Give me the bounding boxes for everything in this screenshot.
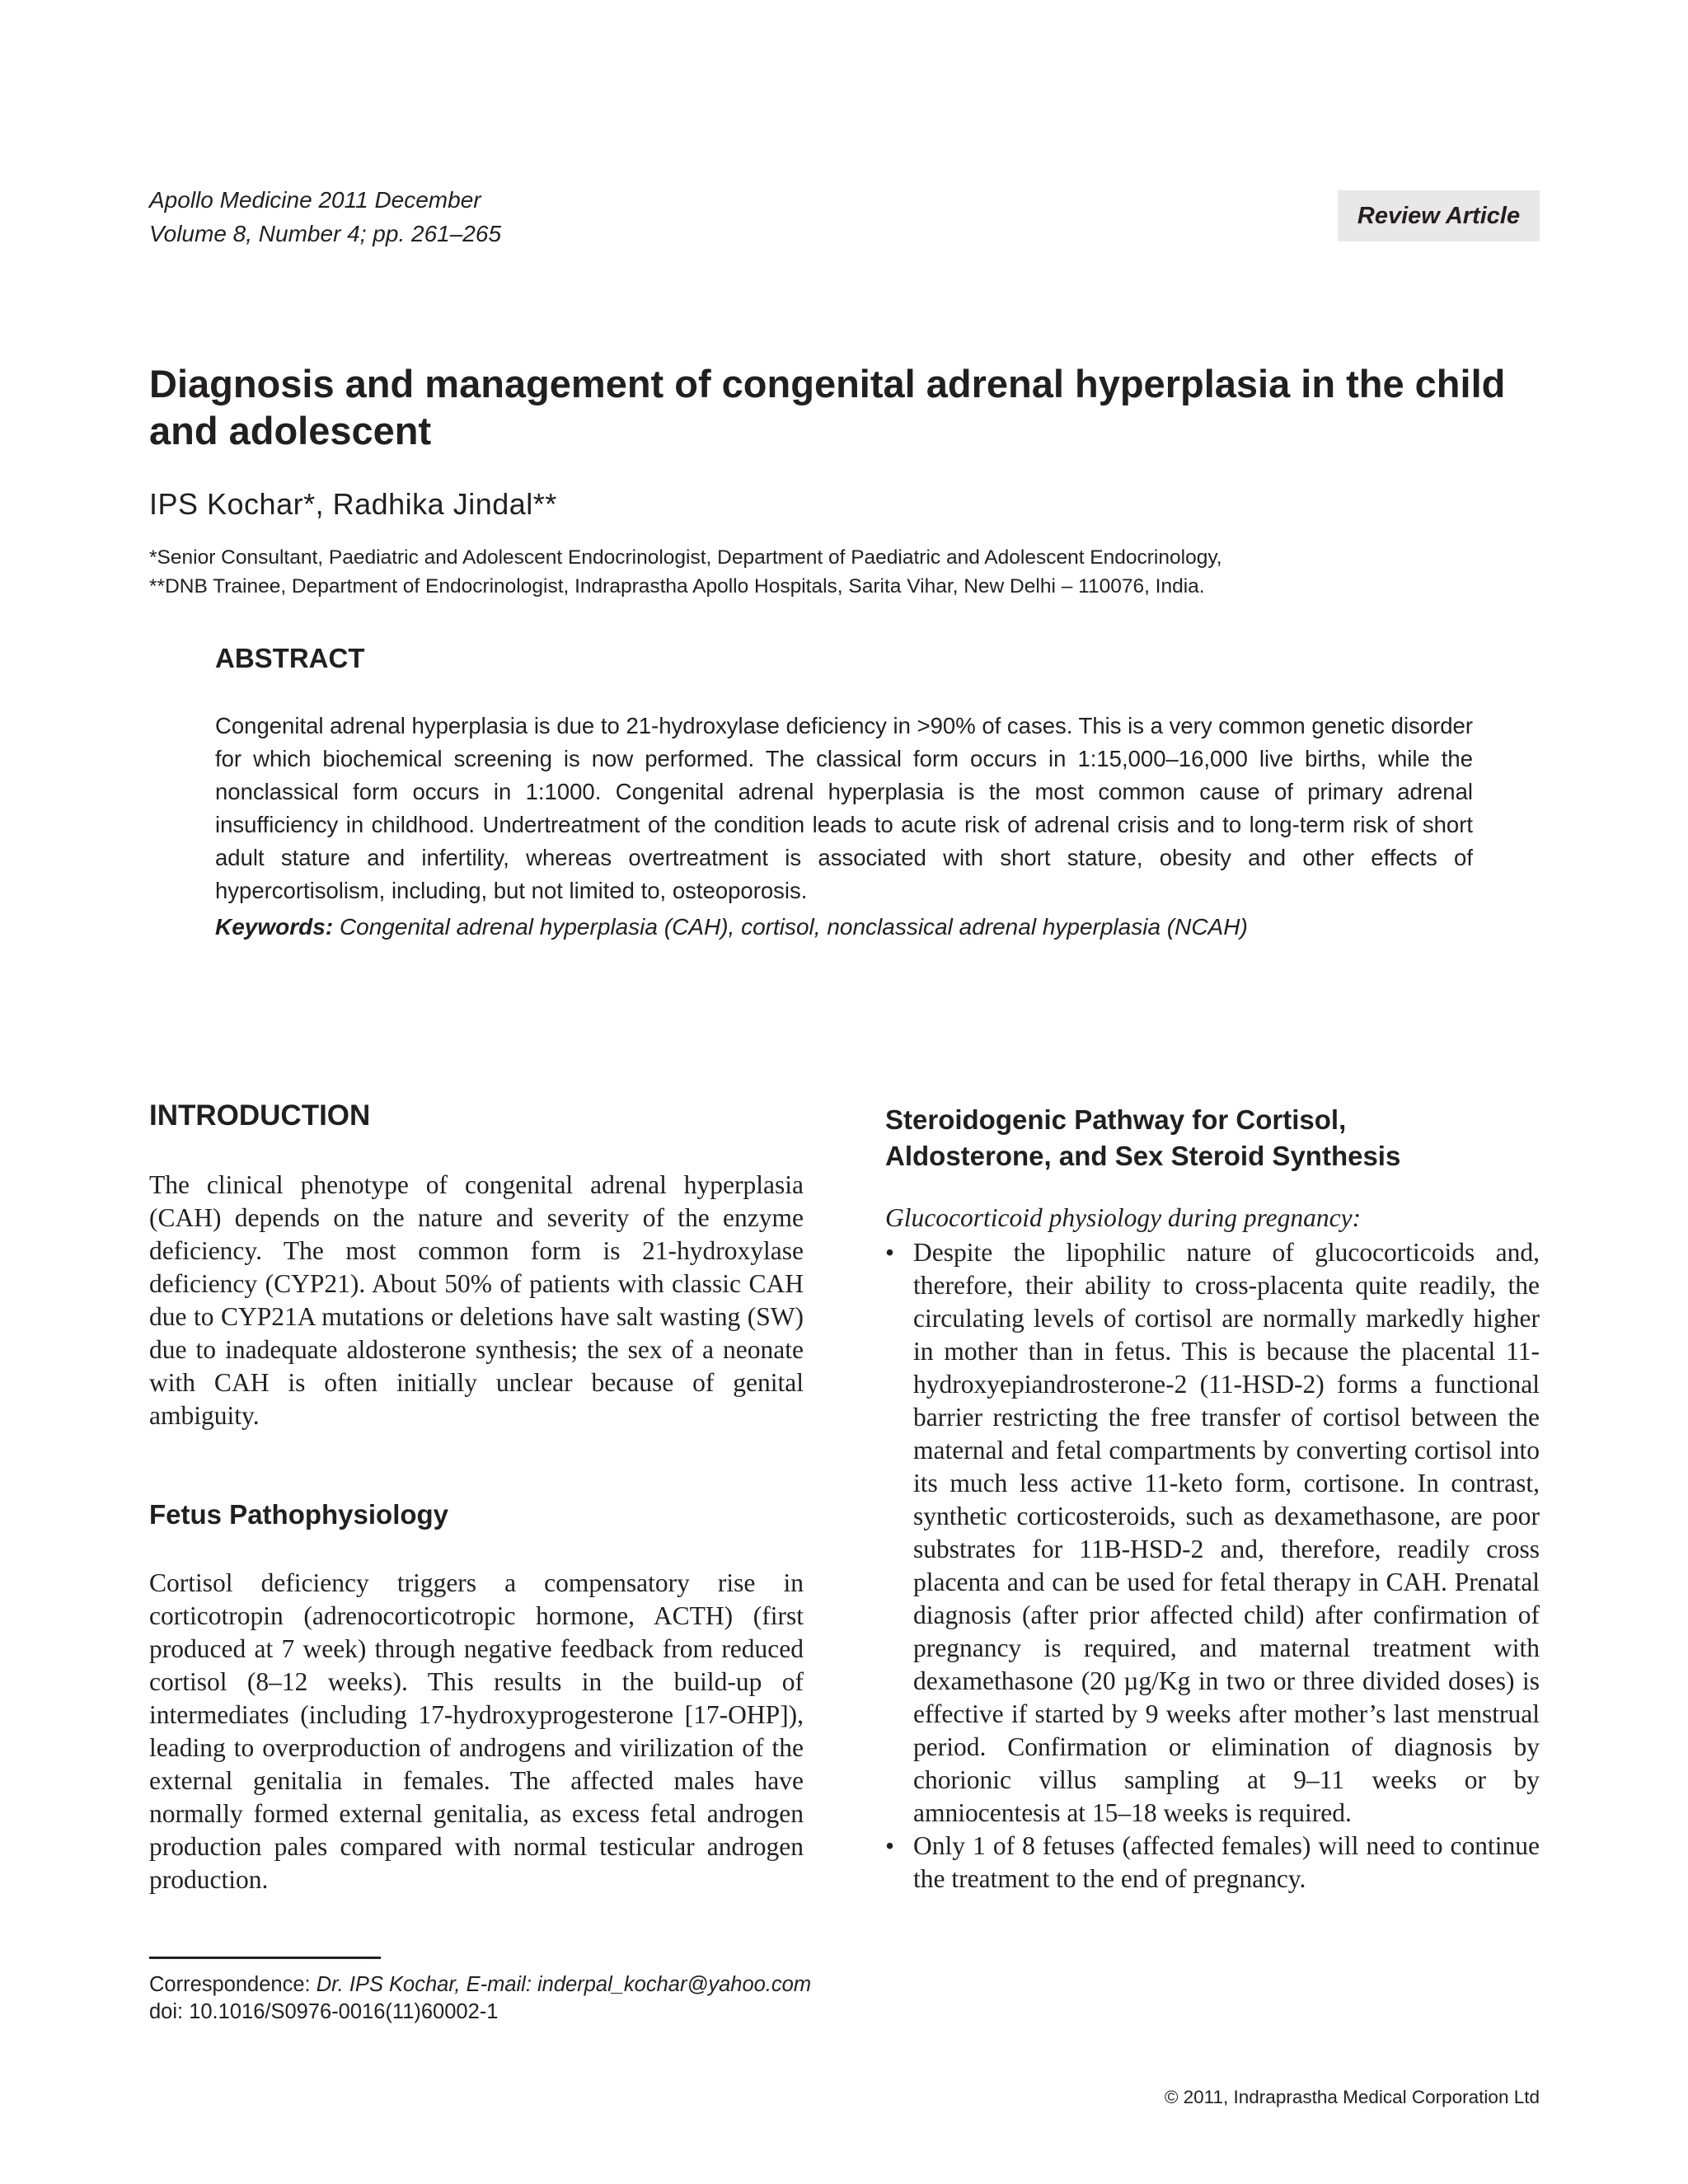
affiliation-1: *Senior Consultant, Paediatric and Adolescent Endocrinologist, Department of Paediatric and Adolescent Endocrinology,: [149, 546, 1222, 569]
bullet-marker: •: [885, 1831, 895, 1860]
affiliations: [149, 543, 1222, 601]
article-type-badge: Review Article: [1338, 190, 1540, 241]
list-item-text: Only 1 of 8 fetuses (affected females) will need to continue the treatment to the end of pregnancy.: [913, 1831, 1540, 1893]
introduction-text: The clinical phenotype of congenital adrenal hyperplasia (CAH) depends on the nature and severity of the enzyme deficiency. The most common form is 21-hydroxylase deficiency (CYP21). About 50% of patients with classic CAH due to CYP21A mutations or deletions have salt wasting (SW) due to inadequate aldosterone synthesis; the sex of a neonate with CAH is often initially unclear because of genital ambiguity.: [149, 1170, 804, 1430]
correspondence-contact: Dr. IPS Kochar, E-mail: inderpal_kochar@yahoo.com: [316, 1973, 812, 1996]
footnote-divider: [149, 1957, 381, 1959]
journal-volume: Volume 8, Number 4; pp. 261–265: [149, 221, 502, 246]
steroid-heading-line-1: Steroidogenic Pathway for Cortisol,: [885, 1104, 1347, 1135]
keywords-text: Congenital adrenal hyperplasia (CAH), cortisol, nonclassical adrenal hyperplasia (NCAH): [339, 914, 1248, 940]
journal-citation: [149, 183, 501, 251]
abstract-heading: ABSTRACT: [215, 643, 365, 673]
steroid-heading-line-2: Aldosterone, and Sex Steroid Synthesis: [885, 1141, 1401, 1171]
list-item-text: Despite the lipophilic nature of glucocorticoids and, therefore, their ability to cross-placenta quite readily, the circulating levels of cortisol are normally markedly higher in mother than in fetus. This is because the placental 11-hydroxyepiandrosterone-2 (11-HSD-2) forms a functional barrier restricting the free transfer of cortisol between the maternal and fetal compartments by converting cortisol into its much less active 11-keto form, cortisone. In contrast, synthetic corticosteroids, such as dexamethasone, are poor substrates for 11B-HSD-2 and, therefore, readily cross placenta and can be used for fetal therapy in CAH. Prenatal diagnosis (after prior affected child) after confirmation of pregnancy is required, and maternal treatment with dexamethasone (20 µg/Kg in two or three divided doses) is effective if started by 9 weeks after mother’s last menstrual period. Confirmation or elimination of diagnosis by chorionic villus sampling at 9–11 weeks or by amniocentesis at 15–18 weeks is required.: [913, 1238, 1540, 1827]
affiliation-2: **DNB Trainee, Department of Endocrinologist, Indraprastha Apollo Hospitals, Sarita Vihar, New Delhi – 110076, India.: [149, 575, 1205, 598]
journal-name: Apollo Medicine 2011 December: [149, 187, 481, 213]
fetus-text: Cortisol deficiency triggers a compensatory rise in corticotropin (adrenocorticotropic hormone, ACTH) (first produced at 7 week) through negative feedback from reduced cortisol (8–12 weeks). This results in the build-up of intermediates (including 17-hydroxyprogesterone [17-OHP]), leading to overproduction of androgens and virilization of the external genitalia in females. The affected males have normally formed external genitalia, as excess fetal androgen production pales compared with normal testicular androgen production.: [149, 1568, 804, 1894]
article-title: Diagnosis and management of congenital adrenal hyperplasia in the child and adolescent: [149, 362, 1506, 452]
introduction-heading: INTRODUCTION: [149, 1099, 371, 1132]
doi: doi: 10.1016/S0976-0016(11)60002-1: [149, 2000, 499, 2023]
fetus-heading: Fetus Pathophysiology: [149, 1499, 449, 1530]
correspondence: [149, 1971, 811, 2026]
author-list: IPS Kochar*, Radhika Jindal**: [149, 487, 557, 521]
glucocorticoid-subheading: Glucocorticoid physiology during pregnancy:: [885, 1203, 1362, 1232]
list-item: [885, 1830, 1540, 1896]
copyright-notice: © 2011, Indraprastha Medical Corporation Ltd: [1164, 2087, 1540, 2107]
bullet-list: [885, 1236, 1540, 1896]
correspondence-label: Correspondence:: [149, 1973, 311, 1996]
abstract-text: Congenital adrenal hyperplasia is due to 21-hydroxylase deficiency in >90% of cases. This is a very common genetic disorder for which biochemical screening is now performed. The classical form occurs in 1:15,000–16,000 live births, while the nonclassical form occurs in 1:1000. Congenital adrenal hyperplasia is the most common cause of primary adrenal insufficiency in childhood. Undertreatment of the condition leads to acute risk of adrenal crisis and to long-term risk of short adult stature and infertility, whereas overtreatment is associated with short stature, obesity and other effects of hypercortisolism, including, but not limited to, osteoporosis.: [215, 713, 1473, 903]
keywords: [215, 914, 1248, 940]
keywords-label: Keywords:: [215, 914, 334, 940]
bullet-marker: •: [885, 1238, 895, 1267]
list-item: [885, 1236, 1540, 1830]
steroid-pathway-heading: [885, 1102, 1540, 1174]
